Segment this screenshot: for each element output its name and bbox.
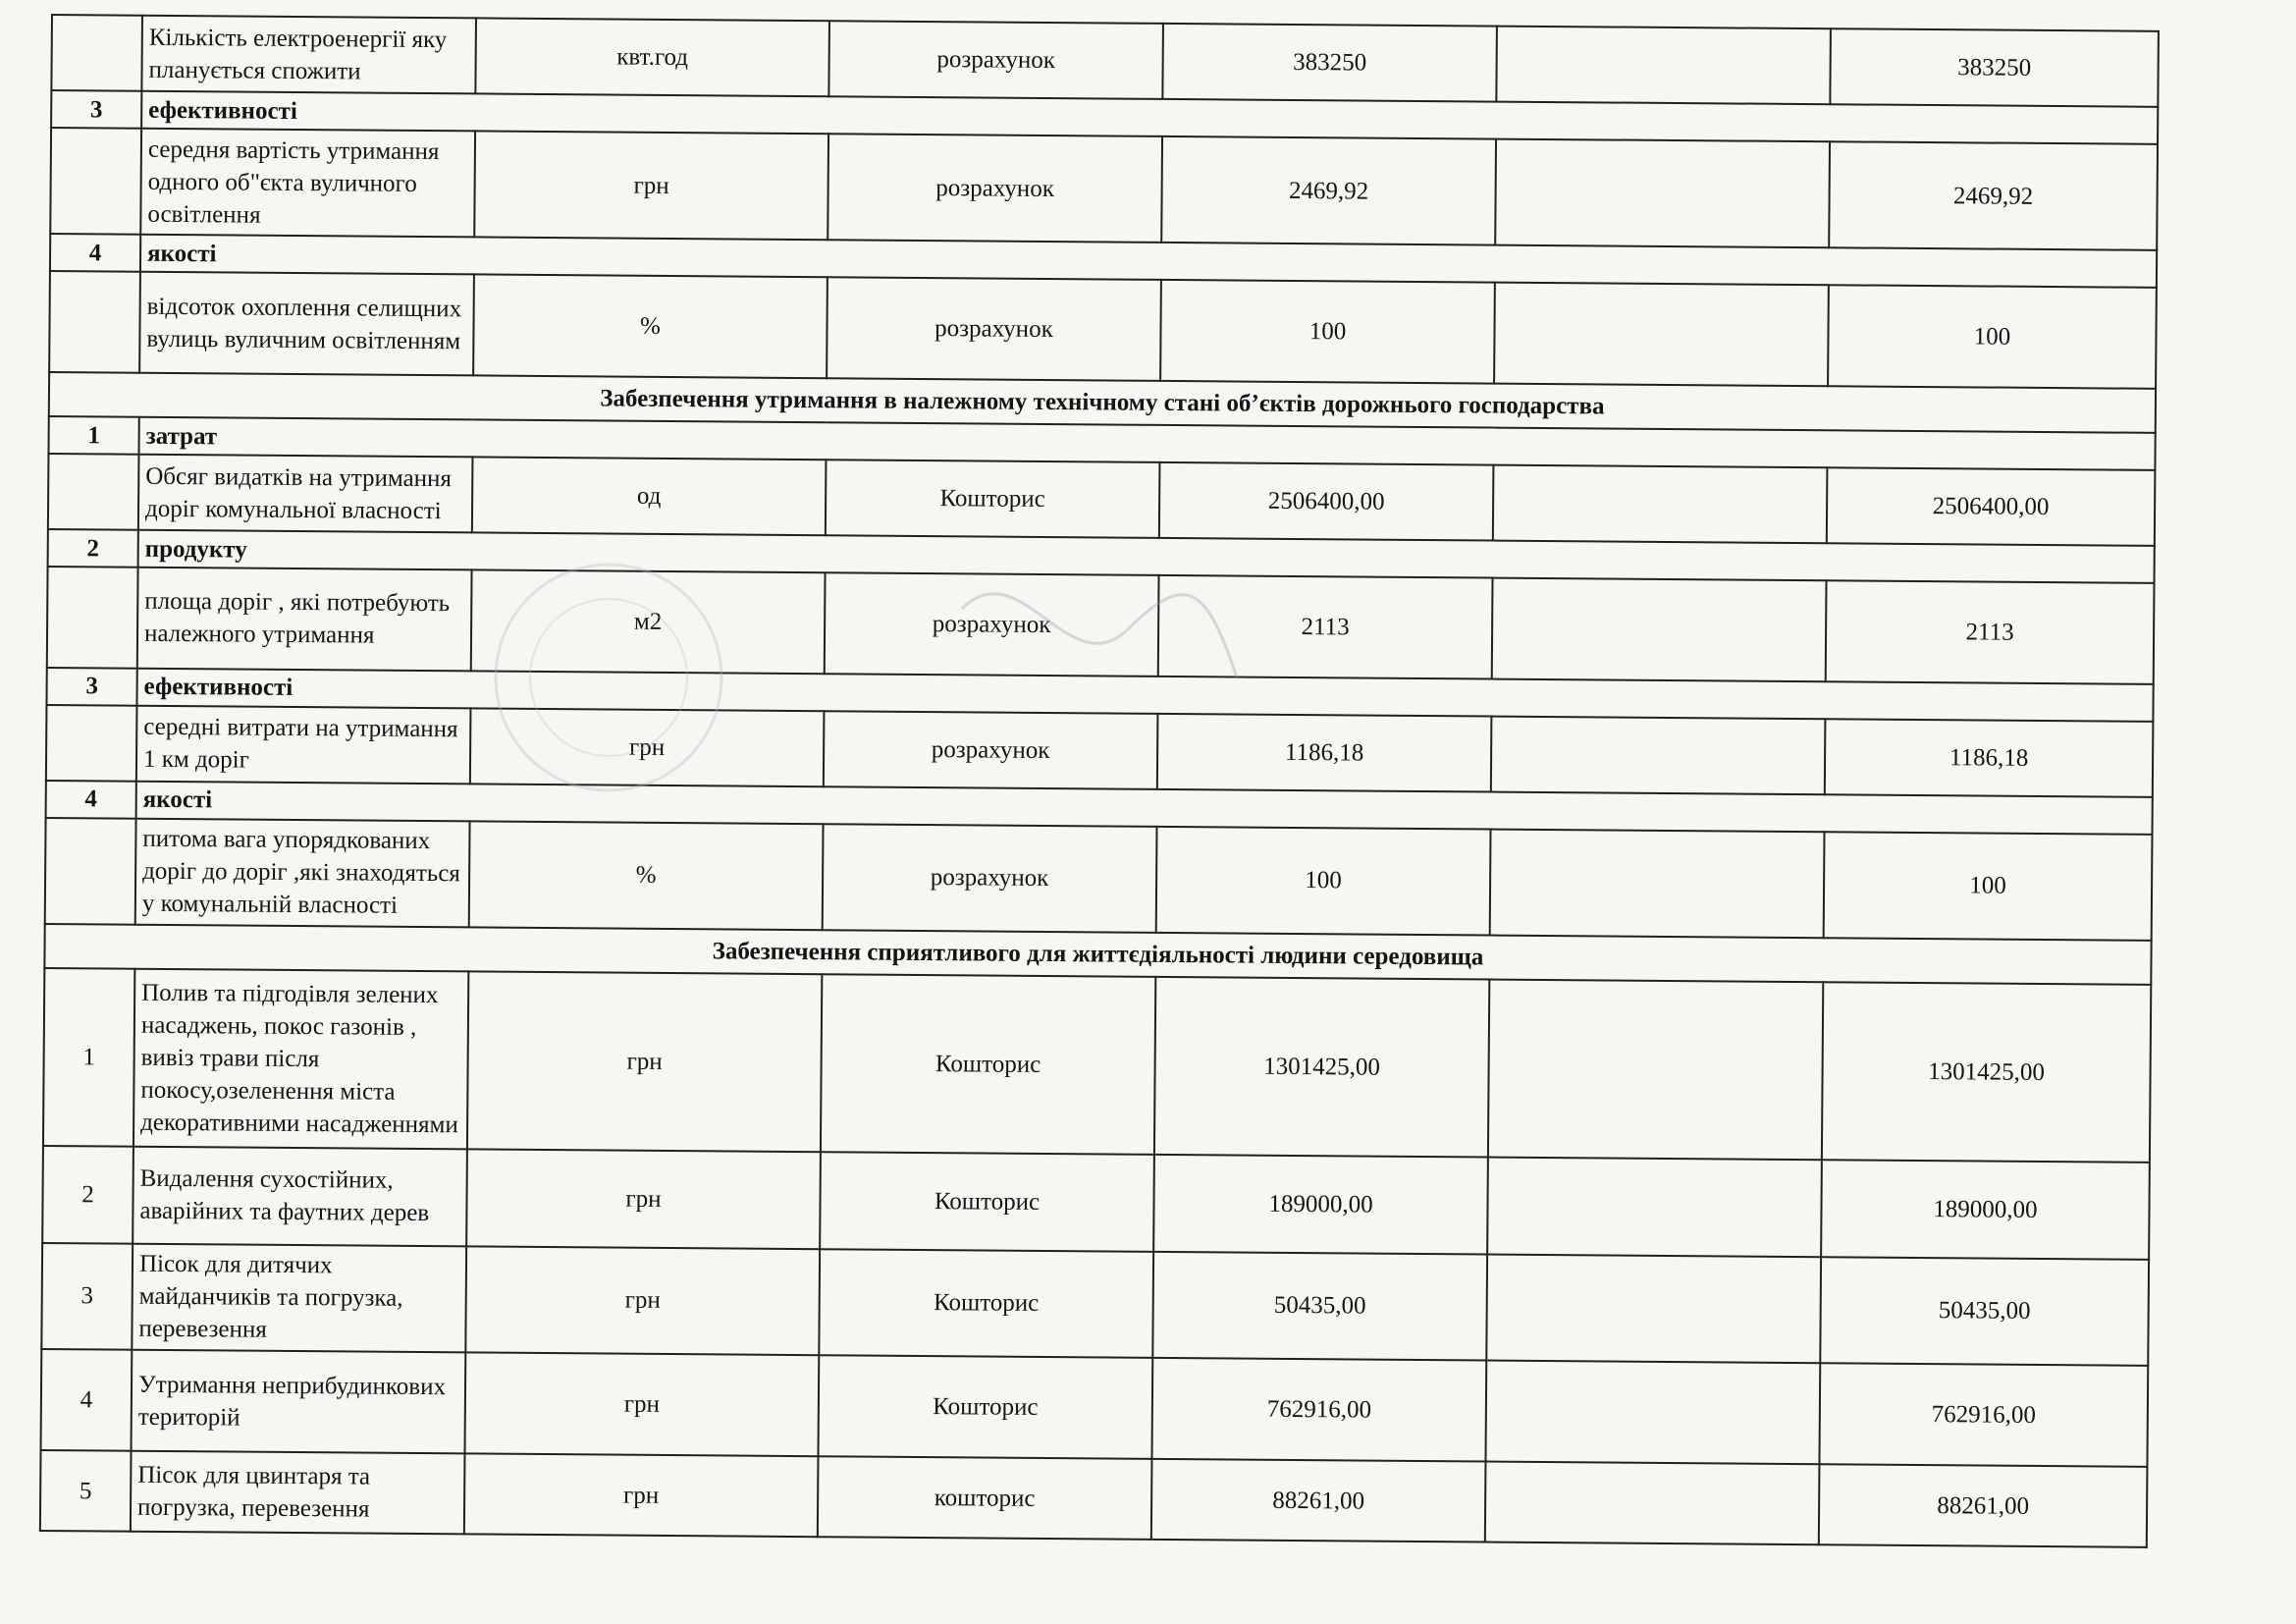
indicator-name: відсоток охоплення селищних вулиць вуличним освітленням	[139, 272, 474, 376]
value-general-fund: 100	[1156, 826, 1491, 935]
group-name: ефективності	[136, 669, 2153, 722]
indicator-name: Обсяг видатків на утримання доріг комунальної власності	[138, 455, 473, 533]
value-special-fund	[1493, 464, 1828, 543]
document-page	[39, 14, 2158, 1548]
source-cell: Кошторис	[826, 460, 1160, 538]
indicator-name: площа доріг , які потребують належного утримання	[137, 568, 472, 672]
table-row	[40, 1450, 2148, 1547]
group-name: якості	[140, 235, 2157, 288]
unit-cell: %	[469, 821, 824, 930]
group-number: 3	[51, 90, 141, 128]
group-name: продукту	[138, 530, 2155, 583]
group-name: ефективності	[141, 91, 2158, 144]
table-row	[41, 1349, 2149, 1467]
row-number	[48, 454, 139, 530]
value-total: 100	[1824, 832, 2153, 941]
indicator-name: Утримання неприбудинкових територій	[132, 1350, 466, 1454]
table-row	[47, 567, 2155, 684]
indicator-name: питома вага упорядкованих доріг до доріг ,які знаходяться у комунальній власності	[135, 818, 470, 927]
value-general-fund: 383250	[1162, 24, 1497, 102]
unit-cell: од	[472, 457, 827, 535]
source-cell: Кошторис	[819, 1249, 1153, 1358]
value-special-fund	[1486, 1254, 1821, 1363]
value-total: 2113	[1826, 580, 2155, 684]
group-number: 4	[50, 234, 140, 271]
row-number: 5	[40, 1450, 132, 1532]
section-title: Забезпечення сприятливого для життєдіяльності людини середовища	[44, 924, 2151, 985]
source-cell: розрахунок	[828, 134, 1162, 243]
value-special-fund	[1496, 27, 1831, 105]
source-cell: розрахунок	[827, 277, 1161, 381]
row-number	[49, 271, 140, 373]
source-cell: розрахунок	[828, 21, 1163, 99]
indicator-name: Видалення сухостійних, аварійних та фаутних дерев	[133, 1146, 467, 1246]
unit-cell: грн	[465, 1246, 820, 1355]
unit-cell: м2	[471, 569, 826, 674]
unit-cell: грн	[474, 131, 828, 240]
value-special-fund	[1495, 139, 1830, 248]
value-total: 100	[1828, 285, 2157, 389]
value-general-fund: 2469,92	[1161, 136, 1496, 245]
table-row	[49, 271, 2157, 389]
row-number	[47, 567, 138, 669]
indicator-name: Кількість електроенергії яку планується спожити	[141, 16, 476, 94]
value-general-fund: 100	[1160, 280, 1495, 384]
unit-cell: квт.год	[475, 18, 829, 96]
value-general-fund: 2506400,00	[1159, 462, 1494, 541]
row-number	[46, 705, 137, 782]
row-number: 1	[43, 968, 134, 1146]
value-total: 189000,00	[1821, 1160, 2150, 1259]
value-general-fund: 2113	[1158, 575, 1493, 679]
row-number	[51, 15, 142, 91]
group-name: якості	[136, 782, 2153, 835]
value-special-fund	[1485, 1462, 1820, 1544]
indicator-name: Полив та підгодівля зелених насаджень, покос газонів , вивіз трави після покосу,озеленення міста декоративними насадженнями	[133, 969, 468, 1149]
row-number: 4	[41, 1349, 133, 1451]
source-cell: Кошторис	[820, 1152, 1154, 1252]
table-row	[41, 1243, 2149, 1366]
value-general-fund: 1301425,00	[1154, 977, 1489, 1157]
value-general-fund: 50435,00	[1152, 1251, 1487, 1360]
unit-cell: %	[473, 274, 828, 378]
indicator-name: Пісок для дитячих майданчиків та погрузка, перевезення	[132, 1243, 466, 1352]
group-number: 1	[48, 416, 138, 454]
table-row	[50, 128, 2158, 250]
group-name: затрат	[138, 417, 2155, 470]
row-number: 2	[42, 1146, 133, 1244]
group-number: 4	[46, 781, 136, 818]
value-special-fund	[1485, 1361, 1820, 1465]
value-total: 1186,18	[1825, 719, 2154, 797]
table-row	[42, 1146, 2150, 1260]
unit-cell: грн	[466, 1149, 821, 1249]
value-total: 1301425,00	[1822, 982, 2151, 1162]
group-number: 2	[48, 529, 138, 567]
row-number: 3	[41, 1243, 133, 1350]
value-special-fund	[1487, 1157, 1822, 1257]
table-body	[40, 15, 2159, 1547]
table-row	[45, 818, 2153, 941]
value-total: 88261,00	[1819, 1464, 2148, 1546]
source-cell: кошторис	[818, 1456, 1152, 1539]
value-total: 762916,00	[1819, 1363, 2148, 1467]
value-special-fund	[1490, 829, 1825, 938]
value-general-fund: 189000,00	[1153, 1155, 1488, 1255]
value-total: 50435,00	[1820, 1257, 2149, 1366]
unit-cell: грн	[470, 708, 825, 786]
value-general-fund: 762916,00	[1151, 1358, 1486, 1462]
table-row	[43, 968, 2151, 1162]
source-cell: розрахунок	[823, 824, 1157, 933]
source-cell: Кошторис	[818, 1355, 1152, 1459]
indicator-name: середня вартість утримання одного об"єкта вуличного освітлення	[140, 129, 475, 238]
value-special-fund	[1492, 577, 1827, 681]
value-total: 383250	[1830, 28, 2159, 107]
value-total: 2469,92	[1829, 141, 2158, 250]
indicator-name: Пісок для цвинтаря та погрузка, перевезення	[131, 1451, 465, 1534]
unit-cell: грн	[464, 1454, 819, 1538]
value-special-fund	[1488, 980, 1823, 1160]
source-cell: розрахунок	[824, 711, 1158, 789]
value-special-fund	[1494, 283, 1829, 387]
value-total: 2506400,00	[1827, 467, 2156, 546]
row-number	[45, 818, 136, 925]
section-title: Забезпечення утримання в належному технічному стані об’єктів дорожнього господарства	[49, 372, 2156, 433]
unit-cell: грн	[467, 972, 822, 1152]
source-cell: розрахунок	[825, 572, 1159, 677]
row-number	[50, 128, 141, 235]
indicators-table	[39, 14, 2160, 1548]
indicator-name: середні витрати на утримання 1 км доріг	[136, 705, 471, 784]
group-number: 3	[46, 668, 136, 705]
value-general-fund: 1186,18	[1157, 713, 1492, 791]
value-general-fund: 88261,00	[1151, 1459, 1486, 1542]
source-cell: Кошторис	[821, 974, 1155, 1154]
unit-cell: грн	[464, 1352, 819, 1456]
value-special-fund	[1491, 716, 1826, 794]
